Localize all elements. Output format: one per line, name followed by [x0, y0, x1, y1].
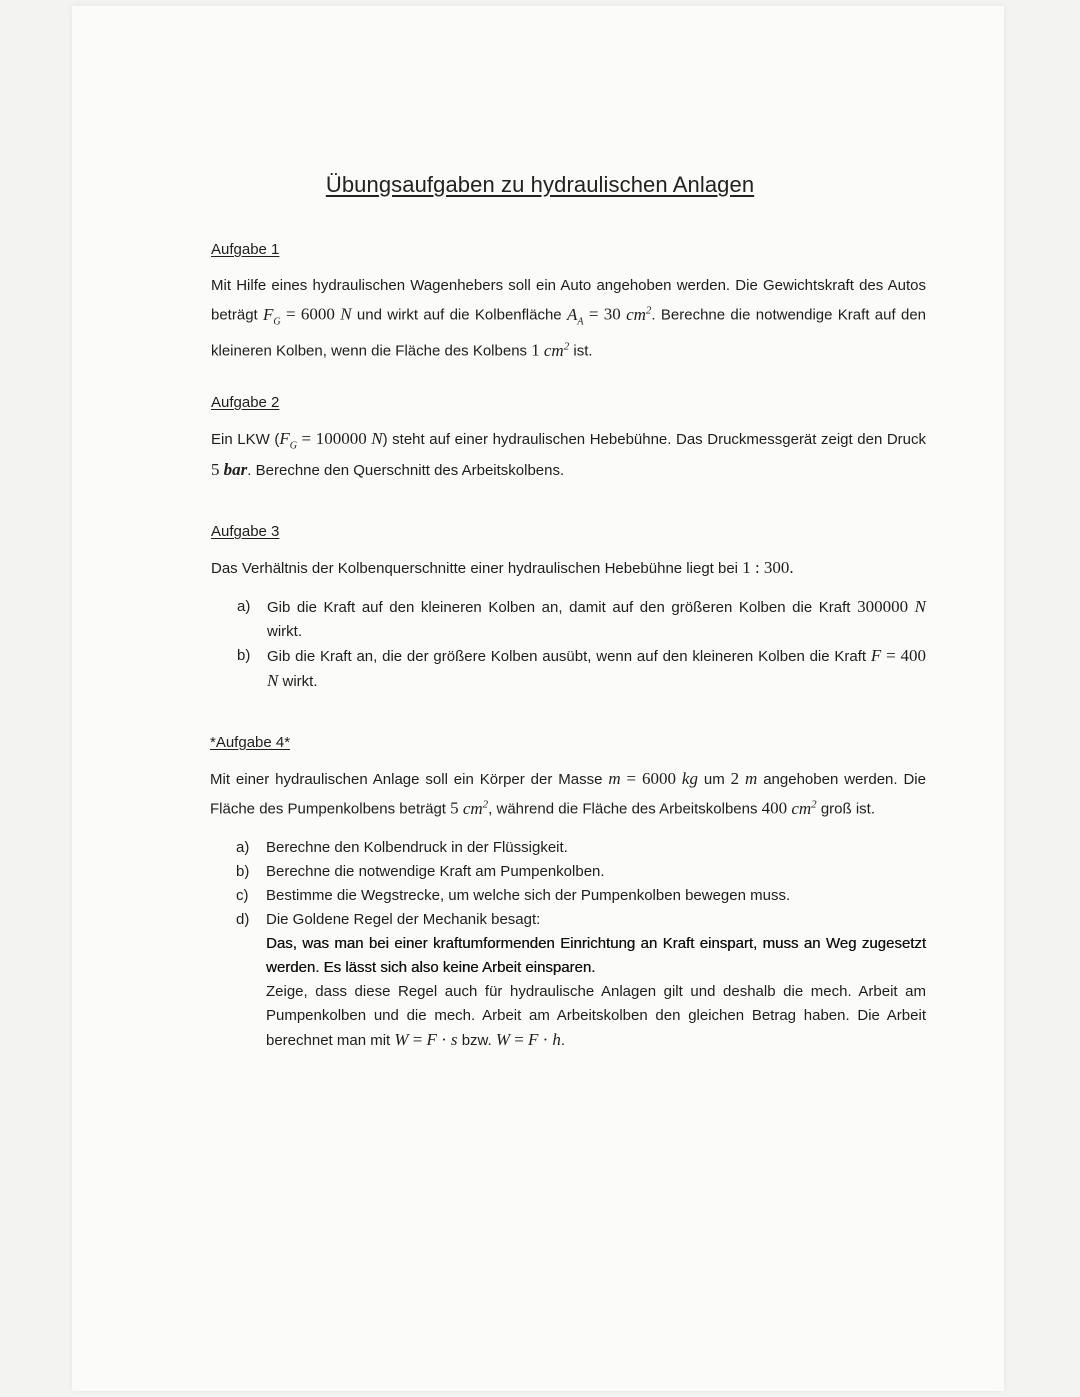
- item-label: a): [237, 598, 251, 615]
- formula-fg: $F_G$: [263, 304, 281, 328]
- task-4-text: Mit einer hydraulischen Anlage soll ein Körper der Masse m = 6000 kg um 2 m angehoben werden. Die Fläche des Pumpenkolbens beträgt 5 $cm^2$, während die Fläche des Arbeitskolbens 400 $cm^2$ groß ist.: [210, 769, 926, 818]
- task-1-heading: Aufgabe 1: [211, 241, 280, 258]
- item-unit: N: [267, 671, 279, 690]
- task-4-text-part: groß ist.: [816, 800, 876, 818]
- item-text: Bestimme die Wegstrecke, um welche sich der Pumpenkolben bewegen muss.: [266, 886, 791, 904]
- task-1-text: Mit Hilfe eines hydraulischen Wagenhebers soll ein Auto angehoben werden. Die Gewichtskraft des Autos beträgt $F_G = 6000$ N und wirkt auf die Kolbenfläche $A_A = 30$ $cm^2$. Berechne die notwendige Kraft auf den kleineren Kolben, wenn die Fläche des Kolbens 1 $cm^2$ ist.: [211, 277, 927, 360]
- height-value: 2: [730, 769, 740, 788]
- task-3-heading: Aufgabe 3: [211, 523, 280, 540]
- lkw-force-value: 100000: [315, 429, 367, 448]
- item-text: Berechne den Kolbendruck in der Flüssigkeit.: [266, 838, 568, 856]
- task-1: [211, 240, 926, 364]
- item-value: 400: [900, 646, 926, 665]
- task-1-text-part: Mit Hilfe eines hydraulischen Wagenhebers soll ein Auto angehoben werden. Die Gewichtskraft des Autos beträgt: [211, 277, 926, 324]
- task-1-text-part: und wirkt auf die Kolbenfläche: [351, 306, 567, 324]
- task-3-intro: [211, 556, 926, 581]
- paper-sheet: [72, 6, 1004, 1391]
- list-item: [210, 836, 926, 860]
- item-text: Gib die Kraft auf den kleineren Kolben an, damit auf den größeren Kolben die Kraft: [267, 599, 858, 616]
- item-text: Berechne die notwendige Kraft am Pumpenkolben.: [266, 862, 605, 880]
- task-4-text-part: , während die Fläche des Arbeitskolbens: [488, 800, 762, 818]
- item-label: d): [236, 910, 250, 928]
- list-item: [210, 884, 926, 908]
- golden-rule: Das, was man bei einer kraftumformenden Einrichtung an Kraft einspart, muss an Weg zugesetzt werden. Es lässt sich also keine Arbeit einsparen.: [266, 934, 926, 976]
- task-4-text-part: angehoben werden. Die Fläche des Pumpenkolbens beträgt: [210, 771, 926, 818]
- aa-value: 30: [603, 304, 621, 324]
- item-value: 300000: [857, 597, 909, 616]
- page-title: Übungsaufgaben zu hydraulischen Anlagen: [325, 172, 755, 197]
- task-2-text: Ein LKW ($F_G = 100000$ N) steht auf einer hydraulischen Hebebühne. Das Druckmessgerät zeigt den Druck 5 bar. Berechne den Querschnitt des Arbeitskolbens.: [211, 429, 927, 480]
- area-value: 1: [531, 340, 540, 360]
- item-text: Gib die Kraft an, die der größere Kolben ausübt, wenn auf den kleineren Kolben die Kraft: [267, 648, 871, 665]
- item-label: b): [236, 862, 250, 880]
- pressure-unit: bar: [223, 460, 248, 480]
- item-text: Die Goldene Regel der Mechanik besagt:: [266, 910, 541, 928]
- work-area-value: 400: [761, 798, 788, 818]
- item-label: b): [237, 647, 251, 664]
- task-4-text-part: um: [697, 771, 731, 788]
- formula-conj: bzw.: [457, 1031, 496, 1049]
- task-2: [211, 393, 926, 483]
- task-2-text-part: . Berechne den Querschnitt des Arbeitskolbens.: [247, 462, 565, 480]
- item-tail: wirkt.: [267, 623, 302, 640]
- ratio-value: 1 : 300.: [742, 558, 794, 577]
- task-3-intro-text: Das Verhältnis der Kolbenquerschnitte einer hydraulischen Hebebühne liegt bei: [211, 560, 743, 577]
- task-1-text-part: . Berechne die notwendige Kraft auf den kleineren Kolben, wenn die Fläche des Kolbens: [211, 306, 927, 360]
- pump-area-value: 5: [450, 798, 459, 818]
- item-tail: wirkt.: [278, 673, 318, 690]
- task-2-text-part: Ein LKW (: [211, 431, 280, 448]
- list-item: [210, 908, 926, 1053]
- task-4-show-text: Zeige, dass diese Regel auch für hydraulische Anlagen gilt und deshalb die mech. Arbeit am Pumpenkolben und die mech. Arbeit am Arbeitskolben den gleichen Betrag haben. Die Arbeit berechnet man mit W = F · s bzw. W = F · h.: [266, 982, 926, 1049]
- task-4-list: [210, 836, 926, 1053]
- task-4-text-part: Mit einer hydraulischen Anlage soll ein Körper der Masse: [210, 771, 609, 788]
- item-unit: N: [914, 597, 926, 616]
- task-2-heading: Aufgabe 2: [211, 394, 280, 411]
- task-3-list: [211, 595, 926, 694]
- list-item: [211, 595, 926, 644]
- task-4-heading: *Aufgabe 4*: [210, 734, 291, 751]
- item-label: c): [236, 886, 249, 904]
- task-1-text-part: ist.: [569, 342, 593, 360]
- fg-value: 6000: [300, 304, 335, 324]
- formula-aa: $A_A$: [566, 304, 584, 328]
- item-label: a): [236, 838, 250, 856]
- mass-value: 6000: [642, 769, 677, 788]
- task-4: [210, 733, 926, 1053]
- show-text: Zeige, dass diese Regel auch für hydraulische Anlagen gilt und deshalb die mech. Arbeit am Pumpenkolben und die mech. Arbeit am Arbeitskolben den gleichen Betrag haben. Die Arbeit berechnet man mit: [266, 982, 926, 1049]
- pressure-value: 5: [211, 460, 220, 480]
- list-item: b) Gib die Kraft an, die der größere Kolben ausübt, wenn auf den kleineren Kolben die Kraft F = 400 N wirkt.: [237, 646, 926, 690]
- task-2-text-part: ) steht auf einer hydraulischen Hebebühne. Das Druckmessgerät zeigt den Druck: [382, 431, 927, 448]
- task-3: [211, 522, 926, 694]
- list-item: [210, 860, 926, 884]
